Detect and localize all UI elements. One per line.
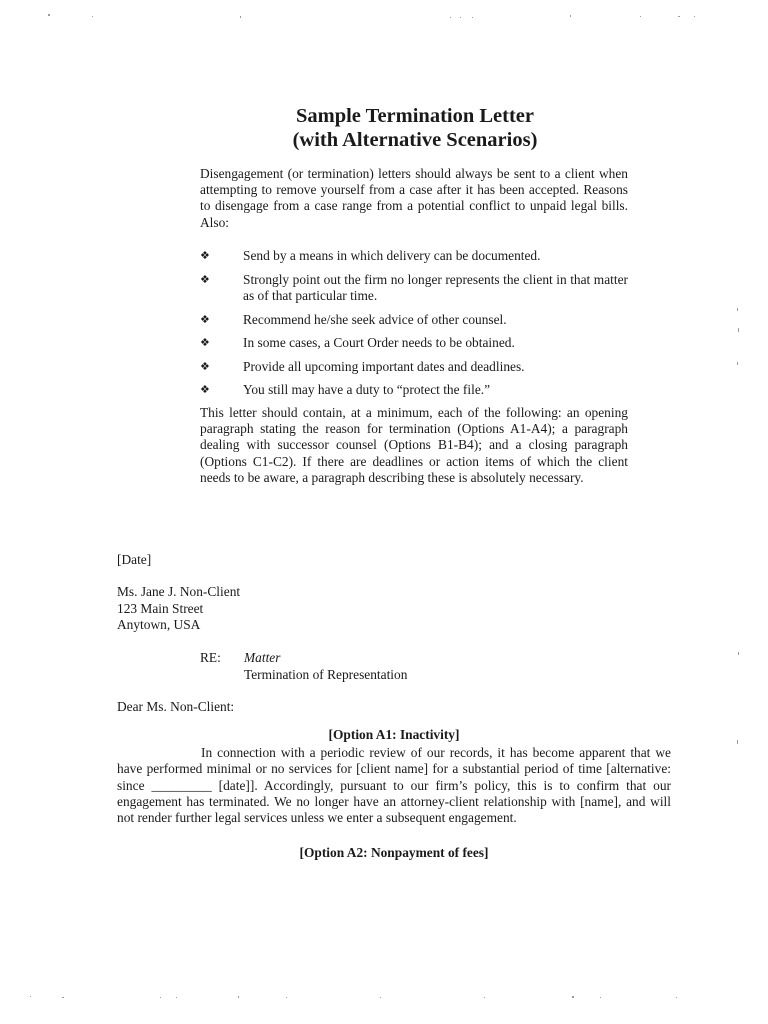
- scan-speck: [737, 740, 738, 744]
- scan-speck: [678, 16, 680, 17]
- diamond-bullet-icon: ❖: [200, 383, 210, 396]
- scan-speck: [460, 17, 461, 18]
- scan-speck: [92, 16, 93, 17]
- addressee-name: Ms. Jane J. Non-Client: [117, 584, 241, 599]
- re-block: [244, 650, 407, 683]
- option-a1-heading: [Option A1: Inactivity]: [328, 727, 460, 742]
- bullet-item: [200, 248, 628, 264]
- scan-speck: [30, 996, 31, 997]
- bullet-text: Send by a means in which delivery can be documented.: [243, 248, 541, 263]
- option-a2-heading: [Option A2: Nonpayment of fees]: [299, 845, 489, 860]
- option-a1-text: In connection with a periodic review of our records, it has become apparent that we have performed minimal or no services for [client name] for a substantial period of time [alternative: since _________ [date]]. Accordingly, pursuant to our firm’s policy, this is to confirm that our engagement has terminated. We no longer have an attorney-client relationship with [name], and will not render further legal services unless we enter a subsequent engagement.: [117, 745, 671, 826]
- bullet-text: Recommend he/she seek advice of other counsel.: [243, 312, 507, 327]
- diamond-bullet-icon: ❖: [200, 336, 210, 349]
- scan-speck: [286, 997, 287, 998]
- scan-speck: [570, 15, 571, 17]
- scan-speck: [738, 652, 739, 655]
- scan-speck: [737, 308, 738, 311]
- scan-speck: [600, 997, 601, 998]
- diamond-bullet-icon: ❖: [200, 273, 210, 286]
- bullet-text: Strongly point out the firm no longer represents the client in that matter as of that particular time.: [243, 272, 628, 304]
- title-line-2: (with Alternative Scenarios): [292, 129, 538, 151]
- scan-speck: [738, 328, 739, 332]
- scan-speck: [176, 997, 177, 998]
- option-a1-body: [117, 745, 671, 826]
- scan-speck: [48, 14, 50, 16]
- scan-speck: [62, 997, 64, 998]
- scan-speck: [472, 17, 473, 18]
- re-matter: Matter: [244, 650, 281, 665]
- re-subject: Termination of Representation: [244, 666, 408, 682]
- salutation: Dear Ms. Non-Client:: [117, 699, 235, 714]
- diamond-bullet-icon: ❖: [200, 360, 210, 373]
- scan-speck: [450, 17, 451, 18]
- bullet-item: [200, 382, 628, 398]
- bullet-text: You still may have a duty to “protect the file.”: [243, 382, 491, 397]
- bullet-item: [200, 312, 628, 328]
- scan-speck: [572, 996, 574, 998]
- scan-speck: [737, 362, 738, 365]
- letter-date: [Date]: [117, 552, 152, 567]
- scan-speck: [694, 16, 695, 17]
- scan-speck: [238, 996, 239, 998]
- scan-speck: [380, 997, 381, 998]
- title-line-1: Sample Termination Letter: [295, 105, 534, 127]
- scan-speck: [640, 16, 641, 17]
- re-label: RE:: [200, 650, 221, 665]
- scan-speck: [676, 997, 677, 998]
- recipient-address: [117, 584, 240, 634]
- diamond-bullet-icon: ❖: [200, 249, 210, 262]
- address-line-1: 123 Main Street: [117, 600, 204, 616]
- bullet-item: [200, 335, 628, 351]
- bullet-text: In some cases, a Court Order needs to be obtained.: [243, 335, 515, 350]
- diamond-bullet-icon: ❖: [200, 313, 210, 326]
- bullet-item: [200, 272, 628, 304]
- address-line-2: Anytown, USA: [117, 617, 201, 632]
- requirements-paragraph: This letter should contain, at a minimum, each of the following: an opening paragraph stating the reason for termination (Options A1-A4); a paragraph dealing with successor counsel (Options B1-B4); and a closing paragraph (Options C1-C2). If there are deadlines or action items of which the client needs to be aware, a paragraph describing these is absolutely necessary.: [200, 405, 628, 485]
- scan-speck: [484, 997, 485, 998]
- document-title: [200, 104, 630, 152]
- intro-paragraph: Disengagement (or termination) letters should always be sent to a client when attempting to remove yourself from a case after it has been accepted. Reasons to disengage from a case range from a potential conflict to unpaid legal bills. Also:: [200, 166, 628, 230]
- bullet-item: [200, 359, 628, 375]
- scan-speck: [160, 997, 161, 998]
- scan-speck: [240, 16, 241, 18]
- bullet-text: Provide all upcoming important dates and deadlines.: [243, 359, 525, 374]
